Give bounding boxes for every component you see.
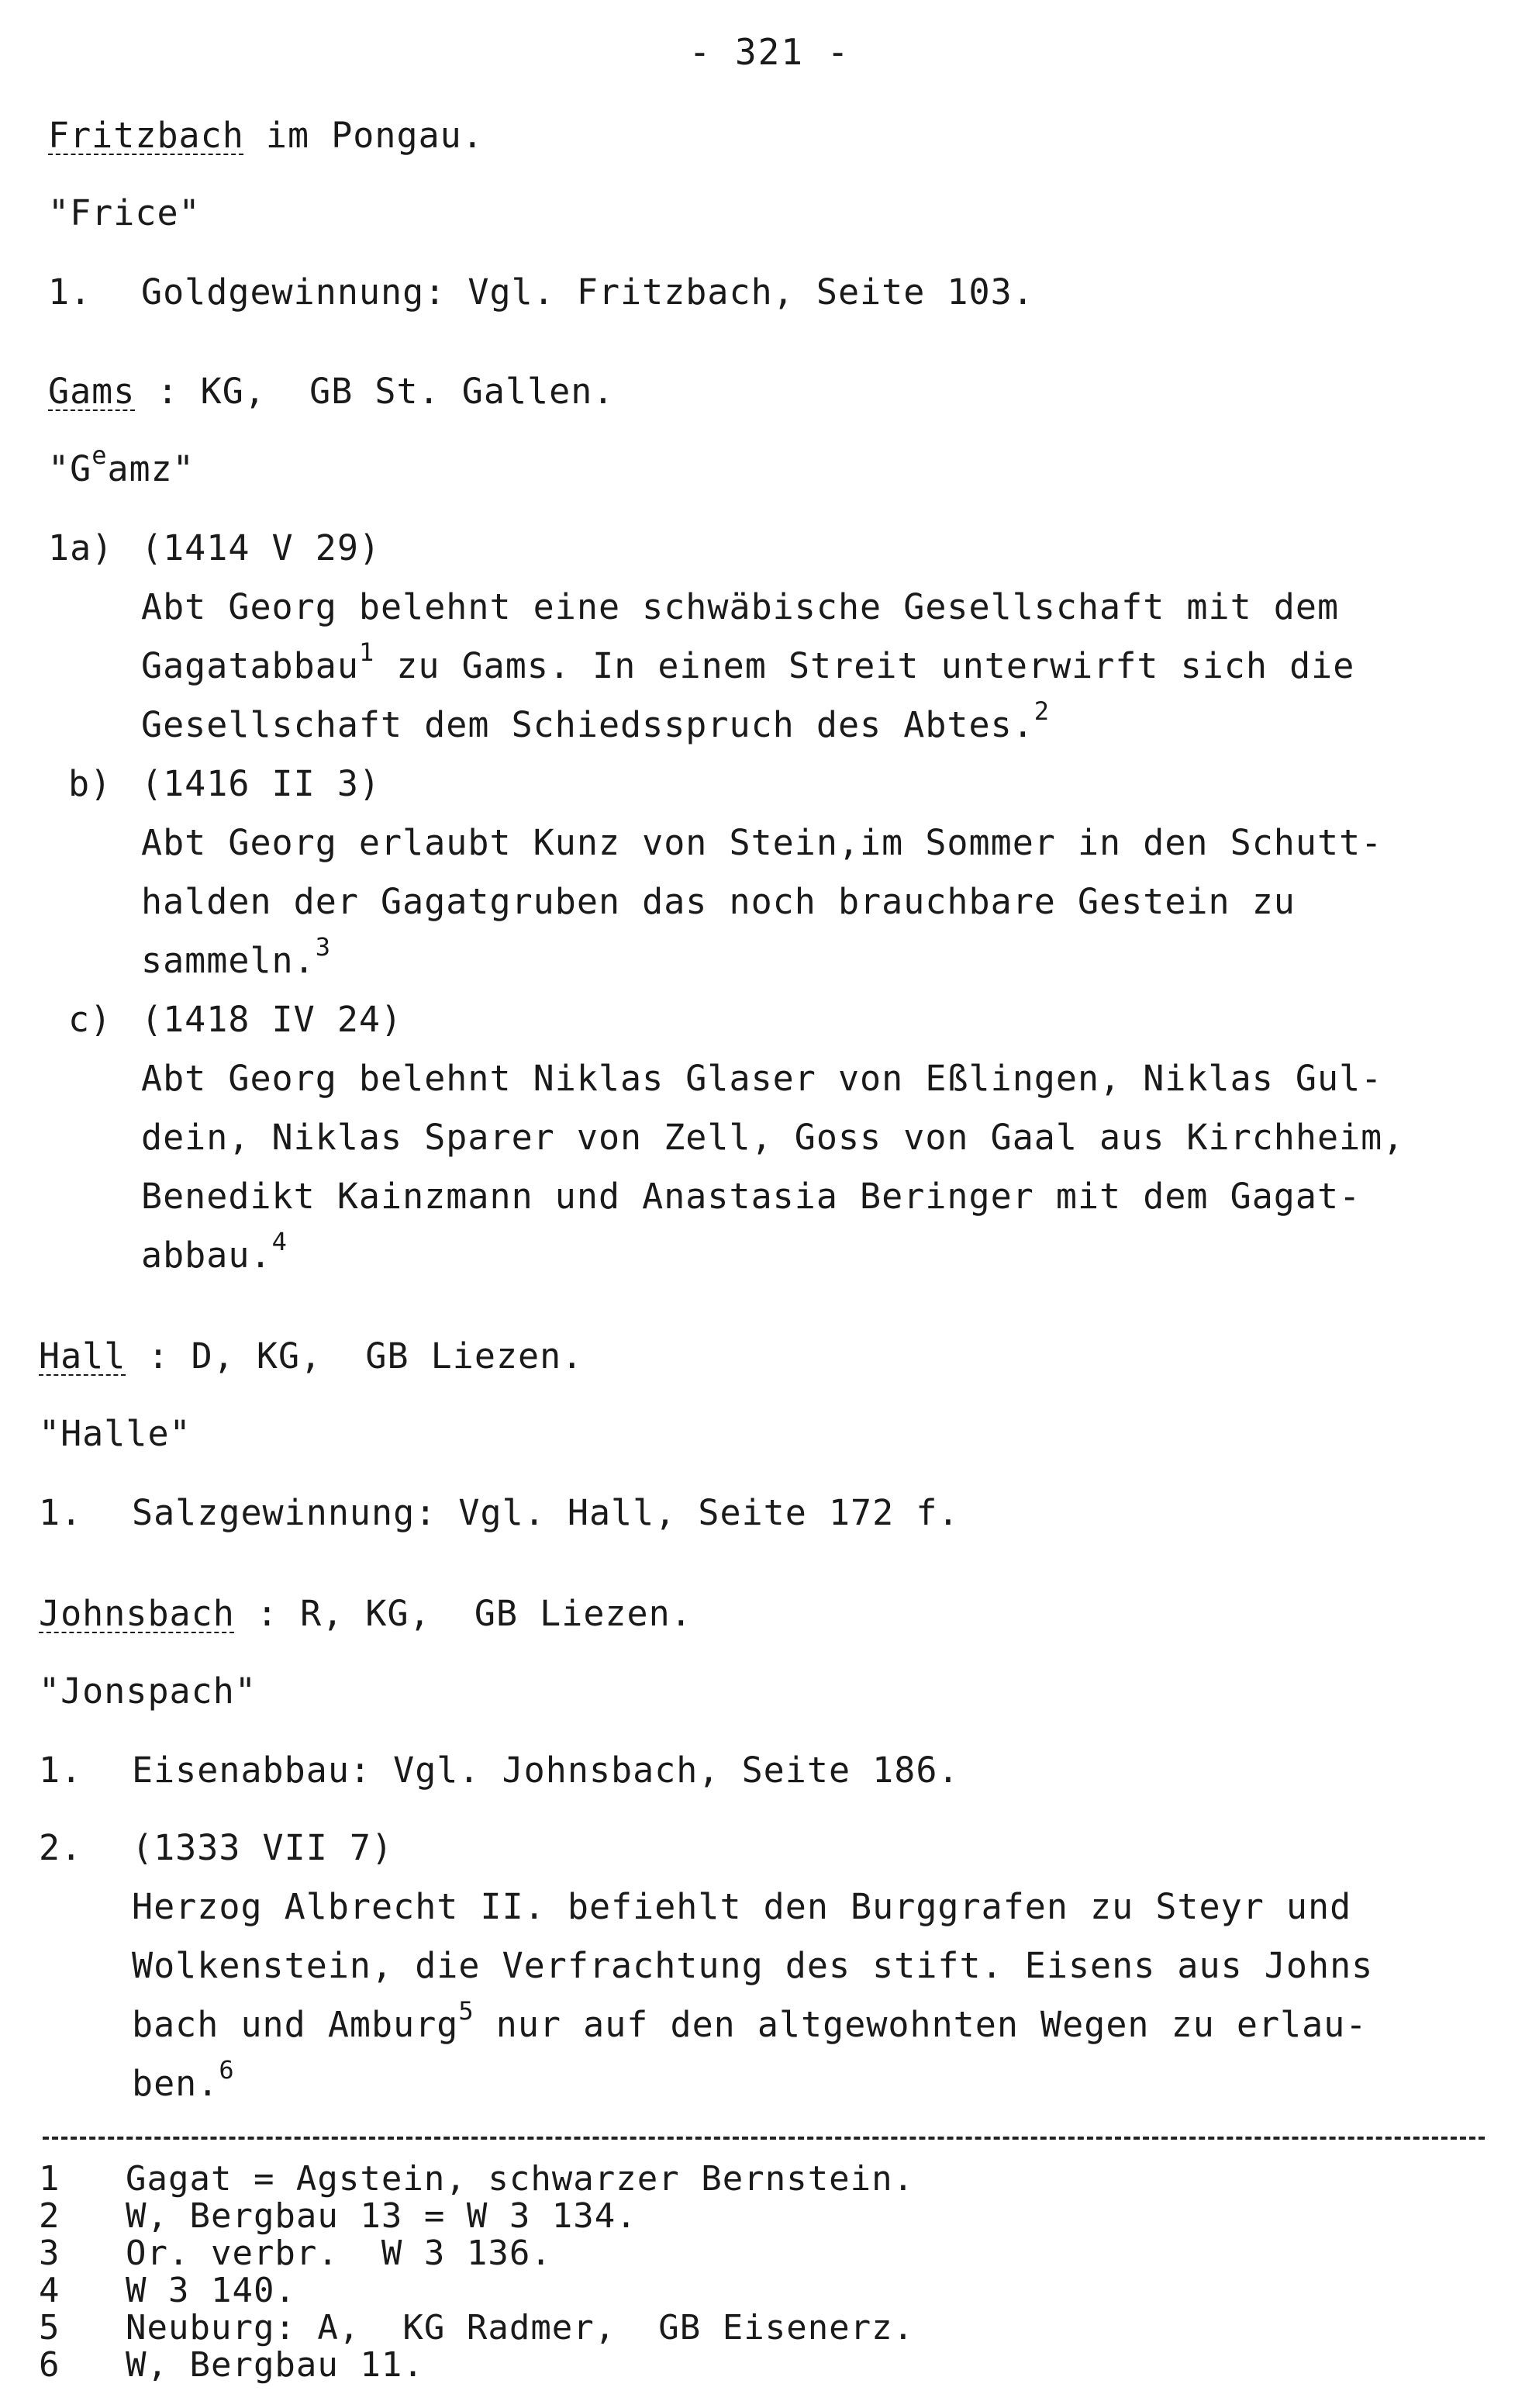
footnote-ref: 5 bbox=[458, 1996, 474, 2026]
item-text-line: Herzog Albrecht II. befiehlt den Burggrafen zu Steyr und bbox=[132, 1886, 1352, 1927]
entry-location: : KG, GB St. Gallen. bbox=[135, 371, 615, 412]
page-number: - 321 - bbox=[688, 31, 851, 73]
entry-name: Fritzbach bbox=[48, 115, 244, 156]
footnote-ref: 4 bbox=[271, 1227, 288, 1256]
item-label: 2. bbox=[39, 1827, 83, 1868]
entry-quote: "Jonspach" bbox=[39, 1670, 257, 1712]
entry-quote: "$G^eamz$" bbox=[48, 440, 195, 489]
item-date: (1416 II 3) bbox=[141, 763, 381, 804]
item-text: Salzgewinnung: Vgl. Hall, Seite 172 f. bbox=[132, 1492, 960, 1533]
item-text-line: Abt Georg belehnt eine schwäbische Gesellschaft mit dem bbox=[141, 586, 1340, 627]
item-label: 1. bbox=[39, 1750, 83, 1791]
entry-heading-johnsbach bbox=[39, 1593, 692, 1635]
entry-name: Gams bbox=[48, 371, 136, 412]
item-text-line: Abt Georg belehnt Niklas Glaser von Eßlingen, Niklas Gul- bbox=[141, 1058, 1383, 1099]
footnote: 6 W, Bergbau 11. bbox=[39, 2345, 424, 2385]
footnote-ref: 2 bbox=[1033, 696, 1051, 726]
entry-location: : D, KG, GB Liezen. bbox=[126, 1335, 584, 1377]
item-text-line: Wolkenstein, die Verfrachtung des stift. Eisens aus Johns bbox=[132, 1945, 1374, 1986]
item-date: (1333 VII 7) bbox=[132, 1827, 394, 1868]
item-text: Goldgewinnung: Vgl. Fritzbach, Seite 103. bbox=[141, 271, 1034, 313]
footnote-ref: 6 bbox=[219, 2055, 235, 2085]
footnote: 1 Gagat = Agstein, schwarzer Bernstein. bbox=[39, 2159, 915, 2199]
item-label: c) bbox=[68, 999, 112, 1040]
footnote: 2 W, Bergbau 13 = W 3 134. bbox=[39, 2196, 637, 2236]
item-label: b) bbox=[68, 763, 112, 804]
item-text-line: abbau.$^4$ bbox=[141, 1227, 288, 1276]
item-text-line: Gesellschaft dem Schiedsspruch des Abtes.$^2$ bbox=[141, 696, 1051, 745]
entry-heading-fritzbach bbox=[48, 115, 484, 157]
item-text-line: Abt Georg erlaubt Kunz von Stein,im Sommer in den Schutt- bbox=[141, 822, 1383, 863]
item-date: (1414 V 29) bbox=[141, 527, 381, 568]
entry-location: : R, KG, GB Liezen. bbox=[234, 1593, 692, 1634]
footnote-separator bbox=[43, 2137, 1485, 2140]
item-text-line: dein, Niklas Sparer von Zell, Goss von Gaal aus Kirchheim, bbox=[141, 1117, 1405, 1158]
item-text-line: Benedikt Kainzmann und Anastasia Beringer mit dem Gagat- bbox=[141, 1176, 1361, 1217]
footnote: 5 Neuburg: A, KG Radmer, GB Eisenerz. bbox=[39, 2308, 915, 2348]
entry-quote: "Frice" bbox=[48, 192, 201, 233]
entry-name: Johnsbach bbox=[39, 1593, 235, 1634]
footnote: 3 Or. verbr. W 3 136. bbox=[39, 2234, 552, 2273]
item-text-line: sammeln.$^3$ bbox=[141, 932, 332, 981]
item-label: 1a) bbox=[48, 527, 114, 568]
item-text-line: halden der Gagatgruben das noch brauchbare Gestein zu bbox=[141, 881, 1296, 922]
item-label: 1. bbox=[48, 271, 92, 313]
item-text-line: ben.$^6$ bbox=[132, 2055, 235, 2104]
footnote-ref: 1 bbox=[358, 637, 375, 667]
footnote: 4 W 3 140. bbox=[39, 2271, 296, 2310]
entry-heading-hall bbox=[39, 1335, 583, 1377]
entry-name: Hall bbox=[39, 1335, 126, 1377]
footnote-ref: 3 bbox=[315, 932, 332, 962]
item-date: (1418 IV 24) bbox=[141, 999, 403, 1040]
entry-location: im Pongau. bbox=[243, 115, 484, 156]
entry-quote: "Halle" bbox=[39, 1413, 192, 1454]
item-text-line: Gagatabbau$^1$ zu Gams. In einem Streit unterwirft sich die bbox=[141, 637, 1355, 686]
item-text-line: bach und Amburg$^5$ nur auf den altgewohnten Wegen zu erlau- bbox=[132, 1996, 1368, 2045]
item-text: Eisenabbau: Vgl. Johnsbach, Seite 186. bbox=[132, 1750, 960, 1791]
item-label: 1. bbox=[39, 1492, 83, 1533]
entry-heading-gams bbox=[48, 371, 614, 413]
